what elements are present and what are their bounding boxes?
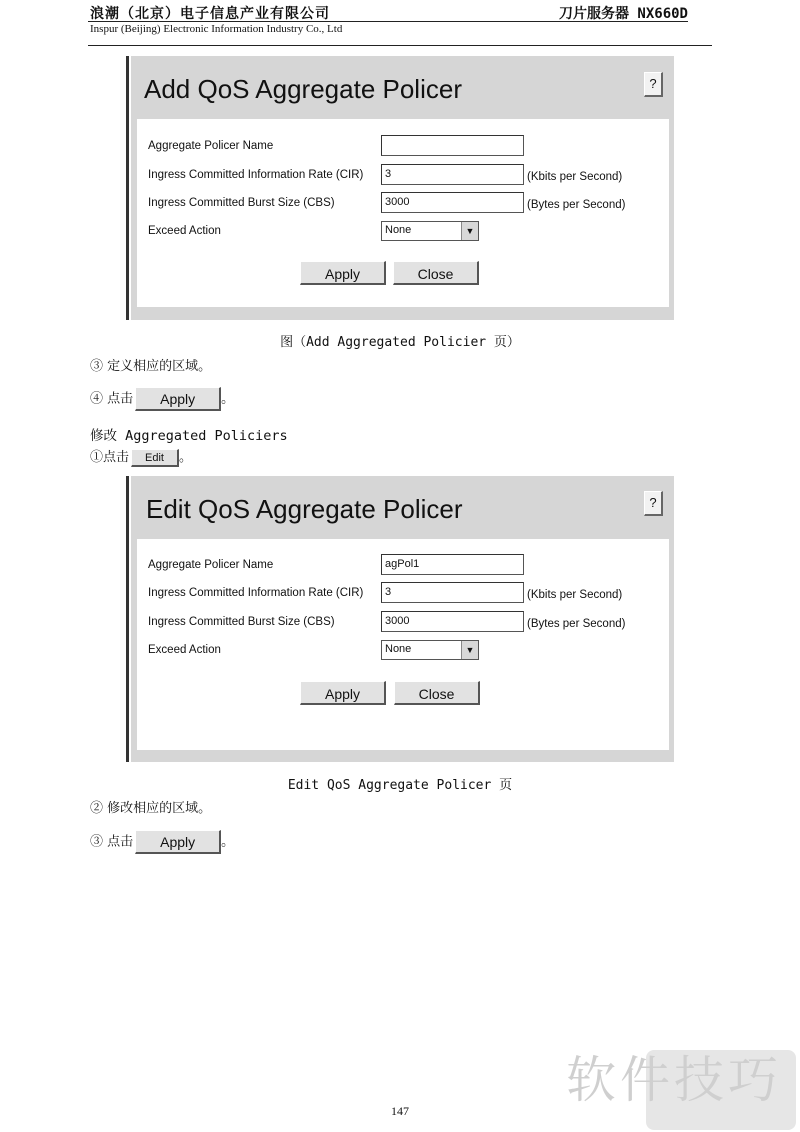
close-button[interactable]: Close — [394, 681, 480, 705]
chevron-down-icon[interactable]: ▼ — [461, 641, 478, 659]
cir-input[interactable]: 3 — [381, 164, 524, 185]
step-click-apply-edit — [90, 830, 234, 854]
dialog-form — [137, 119, 669, 307]
step-suffix: 。 — [221, 391, 235, 407]
step-prefix: ③ 点击 — [90, 834, 134, 850]
cbs-input[interactable]: 3000 — [381, 611, 524, 632]
step-define-fields: ③ 定义相应的区域。 — [90, 359, 212, 374]
watermark-text: 软件技巧 — [566, 1051, 782, 1109]
help-button[interactable]: ? — [644, 72, 663, 97]
edit-qos-dialog — [126, 476, 674, 762]
step-suffix: 。 — [221, 834, 235, 850]
add-qos-dialog — [126, 56, 674, 320]
dialog-form — [137, 539, 669, 750]
apply-button[interactable]: Apply — [300, 261, 386, 285]
figure-caption-add: 图（Add Aggregated Policier 页） — [280, 335, 520, 350]
exceed-action-select[interactable] — [381, 221, 479, 241]
cbs-label: Ingress Committed Burst Size (CBS) — [148, 616, 335, 628]
figure-caption-edit: Edit QoS Aggregate Policer 页 — [287, 778, 513, 793]
page-number: 147 — [391, 1104, 409, 1118]
inline-apply-button[interactable]: Apply — [135, 387, 221, 411]
step-click-edit — [90, 446, 192, 467]
exceed-action-value: None — [385, 643, 412, 655]
exceed-action-select[interactable] — [381, 640, 479, 660]
close-button[interactable]: Close — [393, 261, 479, 285]
cir-label: Ingress Committed Information Rate (CIR) — [148, 169, 364, 181]
apply-button[interactable]: Apply — [300, 681, 386, 705]
dialog-title: Add QoS Aggregate Policer — [144, 74, 462, 104]
chevron-down-icon[interactable]: ▼ — [461, 222, 478, 240]
dialog-title: Edit QoS Aggregate Policer — [146, 494, 463, 524]
policer-name-input[interactable]: agPol1 — [381, 554, 524, 575]
policer-name-input[interactable] — [381, 135, 524, 156]
cbs-label: Ingress Committed Burst Size (CBS) — [148, 197, 335, 209]
header-rule — [88, 21, 688, 22]
step-prefix: ①点击 — [90, 450, 130, 465]
header-company-cn: 浪潮（北京）电子信息产业有限公司 — [90, 6, 330, 22]
policer-name-label: Aggregate Policer Name — [148, 140, 274, 152]
cbs-unit: (Bytes per Second) — [527, 199, 626, 211]
cir-unit: (Kbits per Second) — [527, 589, 623, 601]
header-company-en: Inspur (Beijing) Electronic Information Industry Co., Ltd — [90, 23, 343, 35]
cir-unit: (Kbits per Second) — [527, 171, 623, 183]
exceed-action-value: None — [385, 224, 412, 236]
step-modify-fields: ② 修改相应的区域。 — [90, 801, 212, 816]
cbs-unit: (Bytes per Second) — [527, 618, 626, 630]
policer-name-label: Aggregate Policer Name — [148, 559, 274, 571]
inline-apply-button[interactable]: Apply — [135, 830, 221, 854]
exceed-action-label: Exceed Action — [148, 644, 221, 656]
step-suffix: 。 — [179, 450, 193, 465]
cbs-input[interactable]: 3000 — [381, 192, 524, 213]
cir-input[interactable]: 3 — [381, 582, 524, 603]
header-product-cn: 刀片服务器 NX660D — [558, 6, 688, 22]
exceed-action-label: Exceed Action — [148, 225, 221, 237]
inline-edit-button[interactable]: Edit — [131, 449, 179, 467]
step-click-apply — [90, 387, 234, 411]
help-button[interactable]: ? — [644, 491, 663, 516]
step-prefix: ④ 点击 — [90, 391, 134, 407]
cir-label: Ingress Committed Information Rate (CIR) — [148, 587, 364, 599]
modify-heading: 修改 Aggregated Policiers — [90, 428, 288, 444]
header-rule-bottom — [88, 45, 712, 46]
